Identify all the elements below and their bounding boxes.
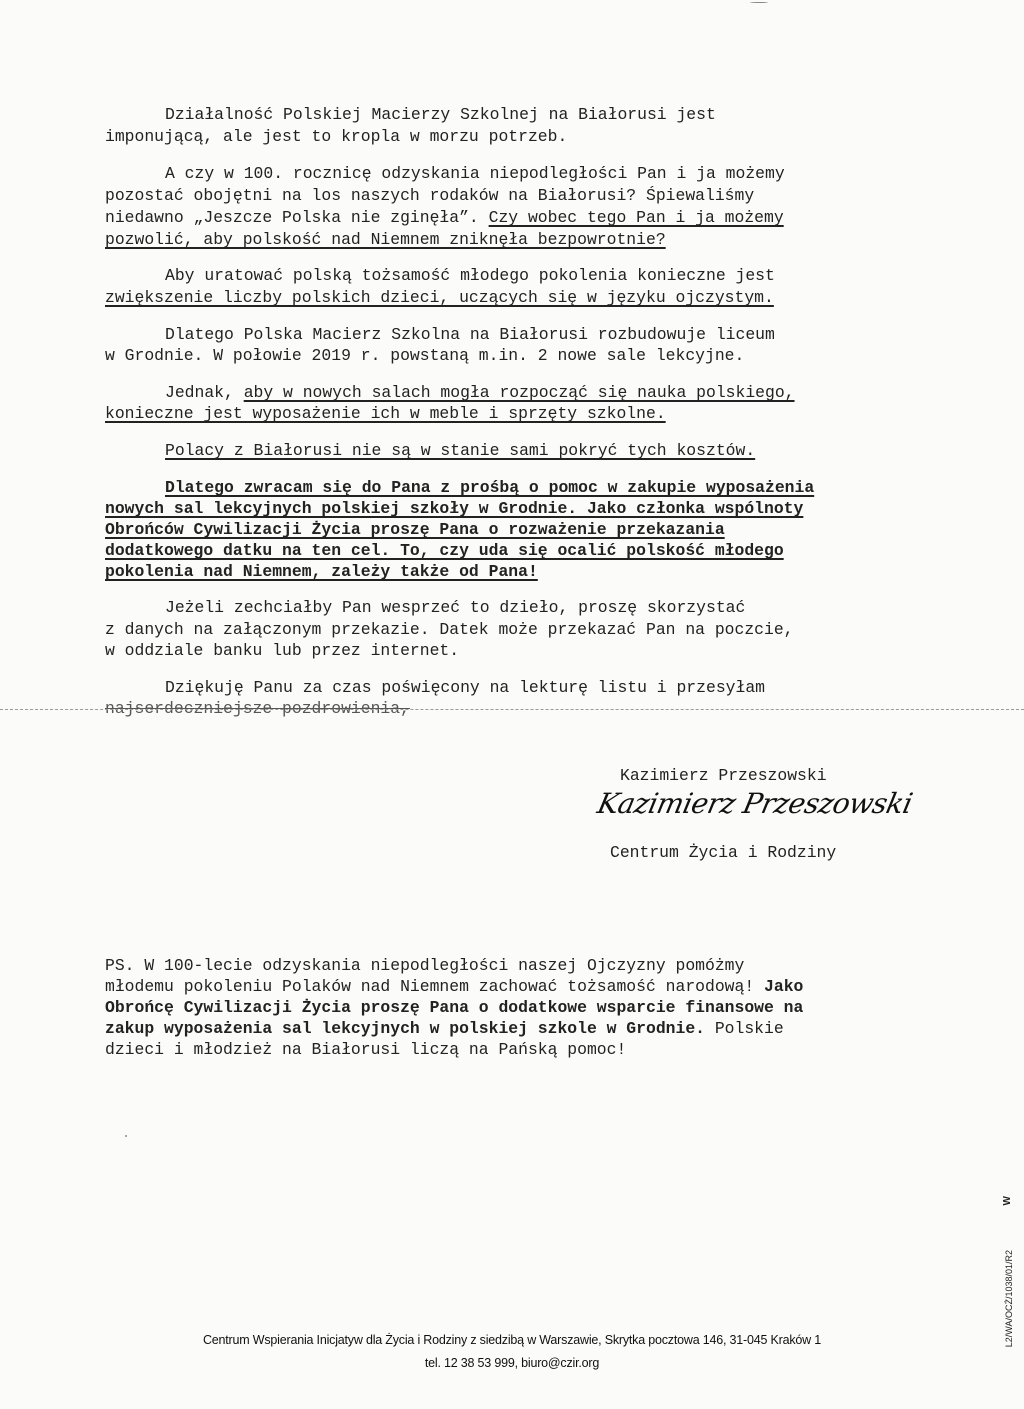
paragraph-8-line-3: w oddziale banku lub przez internet.: [105, 641, 460, 660]
paragraph-2-line-3: [105, 208, 784, 228]
paragraph-2-line-3-underlined: Czy wobec tego Pan i ja możemy: [488, 208, 784, 227]
ps-line-2-text: młodemu pokoleniu Polaków nad Niemnem zachować tożsamość narodową!: [105, 977, 765, 996]
paragraph-6-line-1: Polacy z Białorusi nie są w stanie sami pokryć tych kosztów.: [165, 441, 756, 460]
paragraph-7-line-1: Dlatego zwracam się do Pana z prośbą o pomoc w zakupie wyposażenia: [165, 478, 815, 497]
paragraph-5-line-1-underlined: aby w nowych salach mogła rozpocząć się nauka polskiego,: [243, 383, 795, 402]
paragraph-7-line-3: Obrońców Cywilizacji Życia proszę Pana o rozważenie przekazania: [105, 520, 725, 539]
paragraph-7-line-2: nowych sal lekcyjnych polskiej szkoły w Grodnie. Jako członka wspólnoty: [105, 499, 804, 518]
paragraph-2-line-3-text: niedawno „Jeszcze Polska nie zginęła”.: [105, 208, 489, 227]
fold-line: [0, 709, 1024, 710]
paragraph-8-line-1: Jeżeli zechciałby Pan wesprzeć to dzieło, proszę skorzystać: [165, 598, 746, 617]
paragraph-5-line-2: konieczne jest wyposażenie ich w meble i sprzęty szkolne.: [105, 404, 666, 423]
paragraph-9-line-2: najserdeczniejsze pozdrowienia,: [105, 699, 410, 718]
handwritten-signature: Kazimierz Przeszowski: [594, 787, 916, 820]
ps-line-5: dzieci i młodzież na Białorusi liczą na Pańską pomoc!: [105, 1040, 627, 1059]
paragraph-7-line-5: pokolenia nad Niemnem, zależy także od Pana!: [105, 562, 538, 581]
paragraph-9-line-1: Dziękuję Panu za czas poświęcony na lekturę listu i przesyłam: [165, 678, 765, 697]
paragraph-2-line-2: pozostać obojętni na los naszych rodaków na Białorusi? Śpiewaliśmy: [105, 186, 755, 205]
footer-address: Centrum Wspierania Inicjatyw dla Życia i Rodziny z siedzibą w Warszawie, Skrytka pocztowa 146, 31-045 Kraków 1: [202, 1333, 822, 1347]
paragraph-2-line-4: pozwolić, aby polskość nad Niemnem zniknęła bezpowrotnie?: [105, 230, 666, 249]
paragraph-8-line-2: z danych na załączonym przekazie. Datek może przekazać Pan na poczcie,: [105, 620, 794, 639]
side-reference-code: L2/WA/OCŻ/1038/01/R2: [1004, 1250, 1014, 1348]
paragraph-4-line-1: Dlatego Polska Macierz Szkolna na Białorusi rozbudowuje liceum: [165, 325, 775, 344]
paragraph-5-line-1: [165, 383, 795, 403]
paragraph-1-line-2: imponującą, ale jest to kropla w morzu potrzeb.: [105, 127, 568, 146]
ps-line-2-bold: Jako: [764, 977, 804, 996]
ps-line-4-bold: zakup wyposażenia sal lekcyjnych w polskiej szkole w Grodnie.: [105, 1019, 705, 1038]
signatory-organization: Centrum Życia i Rodziny: [610, 843, 837, 862]
paragraph-2-line-1: A czy w 100. rocznicę odzyskania niepodległości Pan i ja możemy: [165, 164, 785, 183]
scan-speck: [125, 1135, 127, 1137]
scan-speck: [750, 2, 768, 3]
paragraph-3-line-1: Aby uratować polską tożsamość młodego pokolenia konieczne jest: [165, 266, 775, 285]
ps-line-2: [105, 977, 803, 997]
ps-line-1: PS. W 100-lecie odzyskania niepodległości naszej Ojczyzny pomóżmy: [105, 956, 745, 975]
paragraph-3-line-2: zwiększenie liczby polskich dzieci, uczących się w języku ojczystym.: [105, 288, 774, 307]
side-mark: W: [1002, 1196, 1013, 1206]
footer-contact: tel. 12 38 53 999, biuro@czir.org: [424, 1356, 600, 1370]
ps-line-4: [105, 1019, 784, 1039]
ps-line-3: Obrońcę Cywilizacji Życia proszę Pana o dodatkowe wsparcie finansowe na: [105, 998, 804, 1017]
signatory-name: Kazimierz Przeszowski: [620, 766, 827, 785]
paragraph-4-line-2: w Grodnie. W połowie 2019 r. powstaną m.in. 2 nowe sale lekcyjne.: [105, 346, 745, 365]
paragraph-1-line-1: Działalność Polskiej Macierzy Szkolnej na Białorusi jest: [165, 105, 716, 124]
ps-line-4-text: Polskie: [705, 1019, 784, 1038]
paragraph-7-line-4: dodatkowego datku na ten cel. To, czy uda się ocalić polskość młodego: [105, 541, 784, 560]
paragraph-5-line-1-text: Jednak,: [165, 383, 244, 402]
